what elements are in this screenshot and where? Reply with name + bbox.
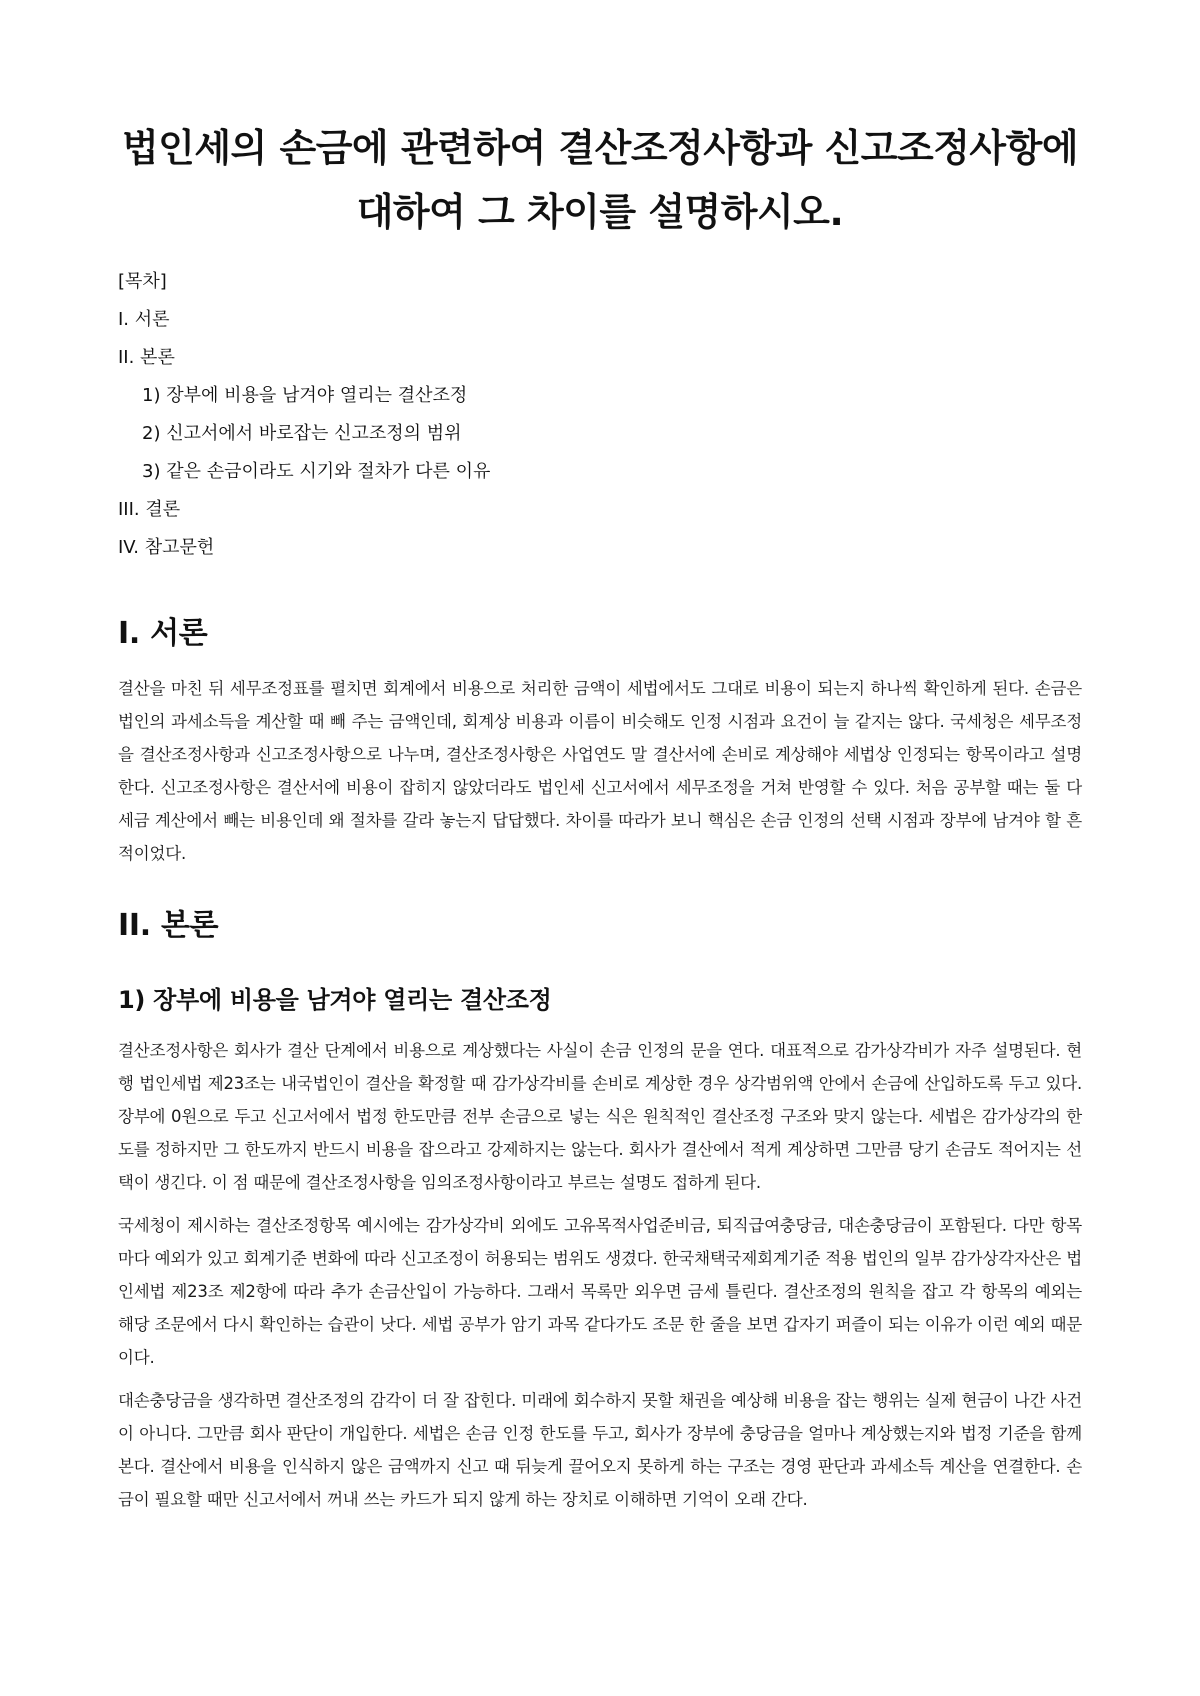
- section-1-heading: 1) 장부에 비용을 남겨야 열리는 결산조정: [118, 986, 552, 1014]
- section-1-paragraph-3: 대손충당금을 생각하면 결산조정의 감각이 더 잘 잡힌다. 미래에 회수하지 못할 채권을 예상해 비용을 잡는 행위는 실제 현금이 나간 사건이 아니다. 그만큼 회사 판단이 개입한다. 세법은 손금 인정 한도를 두고, 회사가 장부에 충당금을 얼마나 계상했는지와 법정 기준을 함께 본다. 결산에서 비용을 인식하지 않은 금액까지 신고 때 뒤늦게 끌어오지 못하게 하는 구조는 경영 판단과 과세소득 계산을 연결한다. 손금이 필요할 때만 신고서에서 꺼내 쓰는 카드가 되지 않게 하는 장치로 이해하면 기억이 오래 간다.: [118, 1391, 1082, 1509]
- intro-paragraph: 결산을 마친 뒤 세무조정표를 펼치면 회계에서 비용으로 처리한 금액이 세법에서도 그대로 비용이 되는지 하나씩 확인하게 된다. 손금은 법인의 과세소득을 계산할 때 빼 주는 금액인데, 회계상 비용과 이름이 비슷해도 인정 시점과 요건이 늘 같지는 않다. 국세청은 세무조정을 결산조정사항과 신고조정사항으로 나누며, 결산조정사항은 사업연도 말 결산서에 손비로 계상해야 세법상 인정되는 항목이라고 설명한다. 신고조정사항은 결산서에 비용이 잡히지 않았더라도 법인세 신고서에서 세무조정을 거쳐 반영할 수 있다. 처음 공부할 때는 둘 다 세금 계산에서 빼는 비용인데 왜 절차를 갈라 놓는지 답답했다. 차이를 따라가 보니 핵심은 손금 인정의 선택 시점과 장부에 남겨야 할 흔적이었다.: [118, 679, 1082, 863]
- toc-item-intro: I. 서론: [118, 309, 170, 330]
- toc-subitem-2: 2) 신고서에서 바로잡는 신고조정의 범위: [142, 423, 462, 444]
- intro-heading: I. 서론: [118, 616, 208, 651]
- toc-subitem-3: 3) 같은 손금이라도 시기와 절차가 다른 이유: [142, 461, 491, 482]
- toc-subitem-1: 1) 장부에 비용을 남겨야 열리는 결산조정: [142, 385, 468, 406]
- document-title: 법인세의 손금에 관련하여 결산조정사항과 신고조정사항에 대하여 그 차이를 설명하시오.: [121, 126, 1079, 234]
- toc-item-body: II. 본론: [118, 347, 175, 368]
- table-of-contents: [118, 270, 1082, 574]
- section-1-paragraph-2: 국세청이 제시하는 결산조정항목 예시에는 감가상각비 외에도 고유목적사업준비금, 퇴직급여충당금, 대손충당금이 포함된다. 다만 항목마다 예외가 있고 회계기준 변화에 따라 신고조정이 허용되는 범위도 생겼다. 한국채택국제회계기준 적용 법인의 일부 감가상각자산은 법인세법 제23조 제2항에 따라 추가 손금산입이 가능하다. 그래서 목록만 외우면 금세 틀린다. 결산조정의 원칙을 잡고 각 항목의 예외는 해당 조문에서 다시 확인하는 습관이 낫다. 세법 공부가 암기 과목 같다가도 조문 한 줄을 보면 갑자기 퍼즐이 되는 이유가 이런 예외 때문이다.: [118, 1216, 1082, 1367]
- section-1-paragraph-1: 결산조정사항은 회사가 결산 단계에서 비용으로 계상했다는 사실이 손금 인정의 문을 연다. 대표적으로 감가상각비가 자주 설명된다. 현행 법인세법 제23조는 내국법인이 결산을 확정할 때 감가상각비를 손비로 계상한 경우 상각범위액 안에서 손금에 산입하도록 두고 있다. 장부에 0원으로 두고 신고서에서 법정 한도만큼 전부 손금으로 넣는 식은 원칙적인 결산조정 구조와 맞지 않는다. 세법은 감가상각의 한도를 정하지만 그 한도까지 반드시 비용을 잡으라고 강제하지는 않는다. 회사가 결산에서 적게 계상하면 그만큼 당기 손금도 적어지는 선택이 생긴다. 이 점 때문에 결산조정사항을 임의조정사항이라고 부르는 설명도 접하게 된다.: [118, 1041, 1082, 1192]
- toc-heading: [목차]: [118, 271, 167, 292]
- toc-item-references: IV. 참고문헌: [118, 537, 215, 558]
- body-heading: II. 본론: [118, 908, 219, 943]
- toc-item-conclusion: III. 결론: [118, 499, 181, 520]
